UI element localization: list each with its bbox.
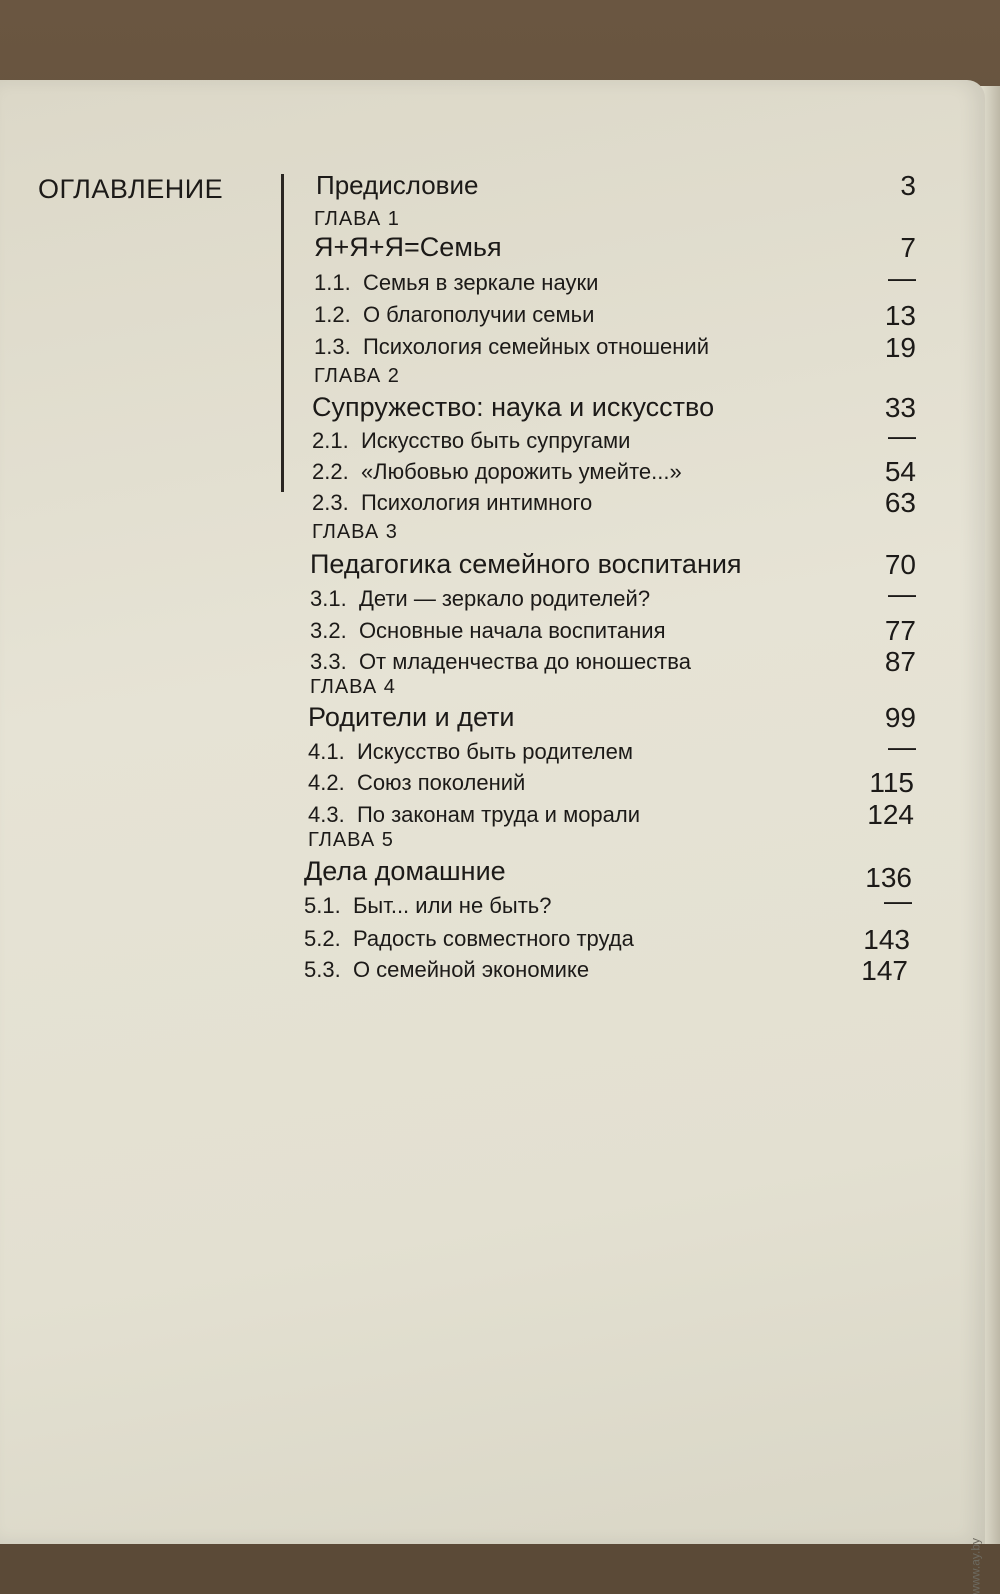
section-title: Быт... или не быть?: [352, 893, 552, 918]
section-title: О благополучии семьи: [362, 302, 595, 327]
section-number: 5.1.: [304, 893, 341, 918]
section-page: —: [888, 731, 916, 762]
section-number: 5.3.: [304, 957, 341, 982]
section-title: «Любовью дорожить умейте...»: [360, 459, 682, 484]
section-number: 1.1.: [314, 270, 351, 295]
chapter-page: 33: [884, 392, 916, 423]
section-title: Радость совместного труда: [352, 926, 634, 951]
section-number: 2.1.: [312, 428, 349, 453]
chapter-page: 99: [884, 702, 916, 733]
section-title: Союз поколений: [356, 770, 526, 795]
section-page: —: [888, 578, 916, 609]
section-title: Искусство быть супругами: [360, 428, 631, 453]
table-of-contents: Предисловие 3 ГЛАВА 1 Я+Я+Я=Семья 7 1.1. Семья в зеркале науки — 1.2. О благополучии семьи 13 1.3. Психология семейных отношений 19 ГЛАВА 2 Супружество: наука и искусство 33 2.1. Искусство быть супругами — 2.2. «Любовью дорожить умейте...» 54 2.3. Психология интимного 63 ГЛАВА 3 Педагогика семейного воспитания 70 3.1. Дети — зеркало родителей? — 3.2. Основные начала воспитания 77 3.3. От младенчества до юношества 87 ГЛАВА 4 Родители и дети 99 4.1. Искусство быть родителем — 4.2. Союз поколений 115 4.3. По законам труда и морали 124 ГЛАВА 5 Дела домашние 136 5.1. Быт... или не быть? — 5.2. Радость совместного труда 143 5.3. О семейной экономике 147: [304, 170, 916, 986]
chapter-title: Я+Я+Я=Семья: [314, 232, 502, 262]
section-number: 3.3.: [310, 649, 347, 674]
section-title: Дети — зеркало родителей?: [358, 586, 651, 611]
section-number: 1.3.: [314, 334, 351, 359]
section-page: 143: [863, 924, 910, 955]
section-title: По законам труда и морали: [356, 802, 641, 827]
chapter-page: 70: [884, 549, 916, 580]
section-number: 4.2.: [308, 770, 345, 795]
chapter-page: 7: [900, 232, 916, 263]
section-title: Психология семейных отношений: [362, 334, 709, 359]
section-number: 4.1.: [308, 739, 345, 764]
section-title: От младенчества до юношества: [358, 649, 691, 674]
section-title: Основные начала воспитания: [358, 618, 666, 643]
section-page: 13: [884, 300, 916, 331]
section-page: —: [888, 262, 916, 293]
section-page: 87: [884, 646, 916, 677]
section-number: 2.2.: [312, 459, 349, 484]
section-number: 5.2.: [304, 926, 341, 951]
preface-page: 3: [900, 170, 916, 201]
chapter-title: Родители и дети: [308, 702, 515, 732]
section-title: Семья в зеркале науки: [362, 270, 599, 295]
section-page: —: [888, 420, 916, 451]
section-number: 2.3.: [312, 490, 349, 515]
preface-title: Предисловие: [316, 170, 479, 200]
toc-heading: ОГЛАВЛЕНИЕ: [38, 174, 224, 204]
chapter-page: 136: [865, 862, 912, 893]
section-page: 147: [861, 955, 908, 986]
section-title: Психология интимного: [360, 490, 593, 515]
section-title: Искусство быть родителем: [356, 739, 633, 764]
section-page: 63: [884, 487, 916, 518]
watermark: www.ay.by: [968, 1538, 982, 1594]
section-page: 19: [884, 332, 916, 363]
chapter-title: Супружество: наука и искусство: [312, 392, 715, 422]
section-page: 77: [884, 615, 916, 646]
chapter-title: Педагогика семейного воспитания: [310, 549, 742, 579]
section-title: О семейной экономике: [352, 957, 590, 982]
section-number: 3.2.: [310, 618, 347, 643]
section-number: 3.1.: [310, 586, 347, 611]
section-page: 124: [867, 799, 914, 830]
section-number: 4.3.: [308, 802, 345, 827]
section-page: —: [884, 885, 912, 916]
section-number: 1.2.: [314, 302, 351, 327]
section-page: 115: [869, 767, 914, 798]
vertical-rule: [281, 174, 284, 492]
section-page: 54: [884, 456, 916, 487]
chapter-title: Дела домашние: [304, 856, 506, 886]
